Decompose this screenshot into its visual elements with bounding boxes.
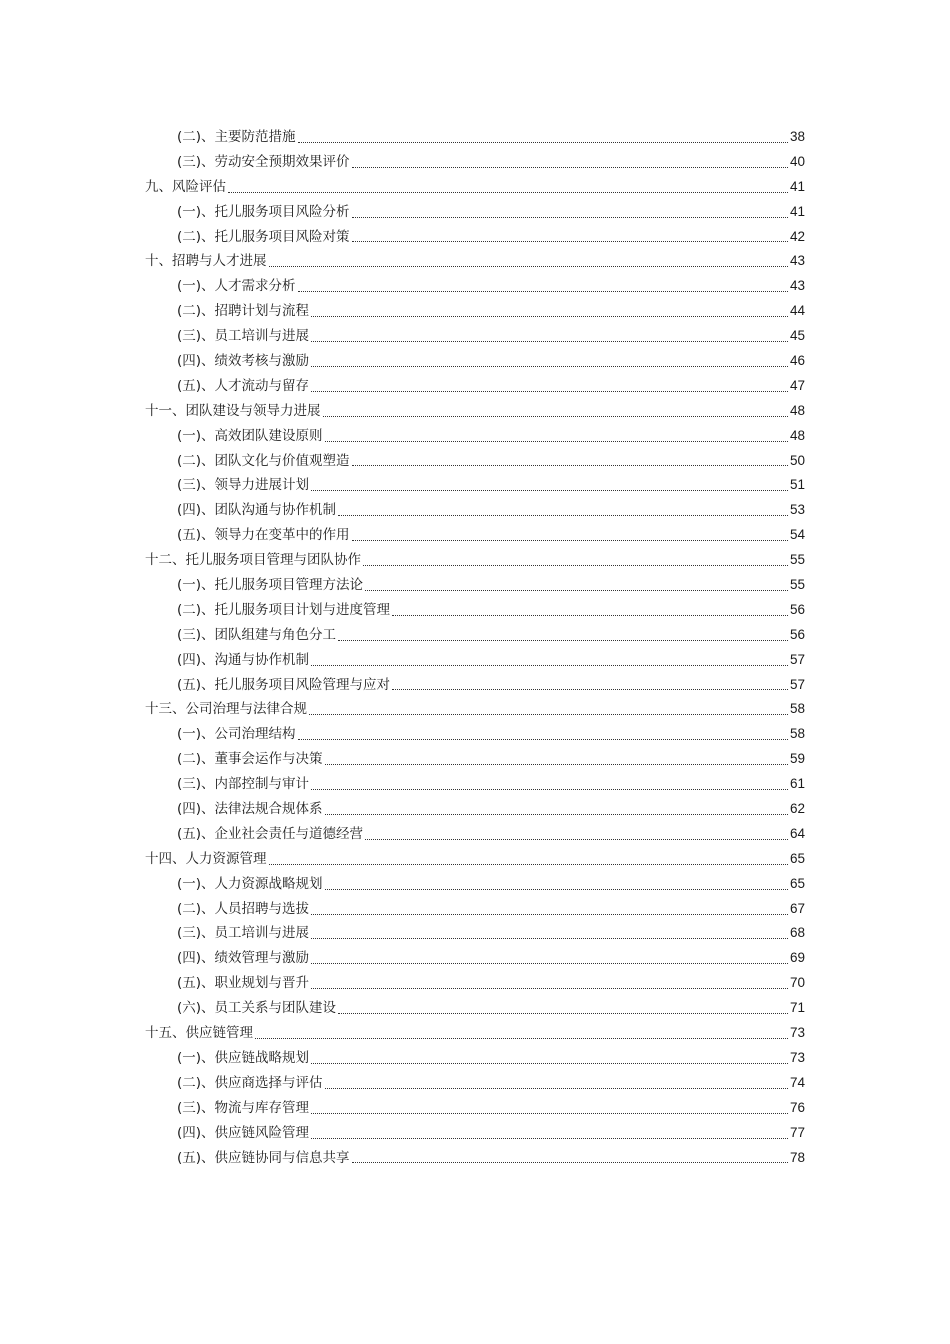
toc-page-number: 78 — [789, 1149, 805, 1165]
toc-entry-title: (一)、高效团队建设原则 — [177, 427, 323, 444]
toc-dot-leader — [363, 565, 788, 566]
toc-dot-leader — [311, 391, 788, 392]
toc-entry-title: (三)、内部控制与审计 — [177, 776, 310, 793]
toc-page-number: 67 — [789, 900, 805, 916]
toc-page-number: 65 — [789, 850, 805, 866]
toc-dot-leader — [298, 142, 788, 143]
toc-page-number: 57 — [789, 651, 805, 667]
toc-page-number: 62 — [789, 801, 805, 817]
toc-page-number: 64 — [789, 825, 805, 841]
toc-entry-title: (二)、团队文化与价值观塑造 — [177, 452, 350, 469]
toc-section-entry[interactable] — [145, 946, 805, 971]
table-of-contents — [145, 125, 805, 1170]
toc-entry-title: (一)、托儿服务项目风险分析 — [177, 203, 350, 220]
toc-section-entry[interactable] — [145, 1146, 805, 1171]
toc-dot-leader — [325, 814, 788, 815]
toc-section-entry[interactable] — [145, 598, 805, 623]
toc-section-entry[interactable] — [145, 125, 805, 150]
toc-dot-leader — [311, 490, 788, 491]
toc-dot-leader — [311, 1063, 788, 1064]
toc-page-number: 56 — [789, 601, 805, 617]
toc-dot-leader — [325, 1088, 788, 1089]
toc-dot-leader — [311, 665, 788, 666]
toc-entry-title: (六)、员工关系与团队建设 — [177, 1000, 337, 1017]
toc-section-entry[interactable] — [145, 996, 805, 1021]
toc-entry-title: 十五、供应链管理 — [145, 1025, 253, 1042]
toc-entry-title: (二)、人员招聘与选拔 — [177, 900, 310, 917]
toc-page-number: 59 — [789, 751, 805, 767]
toc-section-entry[interactable] — [145, 1071, 805, 1096]
toc-section-entry[interactable] — [145, 1046, 805, 1071]
toc-chapter-entry[interactable] — [145, 249, 805, 274]
toc-page-number: 73 — [789, 1025, 805, 1041]
toc-dot-leader — [311, 341, 788, 342]
toc-section-entry[interactable] — [145, 349, 805, 374]
toc-page-number: 41 — [789, 178, 805, 194]
toc-page-number: 58 — [789, 701, 805, 717]
toc-section-entry[interactable] — [145, 573, 805, 598]
toc-page-number: 69 — [789, 950, 805, 966]
toc-page-number: 48 — [789, 402, 805, 418]
toc-page-number: 76 — [789, 1099, 805, 1115]
toc-entry-title: (二)、董事会运作与决策 — [177, 751, 323, 768]
toc-page-number: 50 — [789, 452, 805, 468]
toc-dot-leader — [298, 739, 788, 740]
toc-entry-title: (二)、托儿服务项目风险对策 — [177, 228, 350, 245]
toc-page-number: 38 — [789, 128, 805, 144]
toc-entry-title: 九、风险评估 — [145, 178, 226, 195]
toc-dot-leader — [269, 266, 788, 267]
toc-entry-title: 十三、公司治理与法律合规 — [145, 701, 307, 718]
toc-dot-leader — [338, 1013, 788, 1014]
toc-page-number: 77 — [789, 1124, 805, 1140]
toc-dot-leader — [325, 441, 788, 442]
toc-dot-leader — [311, 988, 788, 989]
toc-page-number: 61 — [789, 776, 805, 792]
toc-chapter-entry[interactable] — [145, 175, 805, 200]
toc-dot-leader — [352, 217, 788, 218]
toc-section-entry[interactable] — [145, 673, 805, 698]
toc-entry-title: (五)、职业规划与晋升 — [177, 975, 310, 992]
toc-section-entry[interactable] — [145, 523, 805, 548]
toc-dot-leader — [392, 689, 788, 690]
toc-dot-leader — [365, 839, 788, 840]
toc-dot-leader — [365, 590, 788, 591]
toc-section-entry[interactable] — [145, 225, 805, 250]
toc-dot-leader — [352, 465, 788, 466]
toc-dot-leader — [298, 291, 788, 292]
toc-dot-leader — [255, 1038, 788, 1039]
toc-entry-title: (一)、公司治理结构 — [177, 726, 296, 743]
toc-entry-title: (五)、托儿服务项目风险管理与应对 — [177, 676, 391, 693]
toc-entry-title: (三)、领导力进展计划 — [177, 477, 310, 494]
toc-entry-title: (四)、沟通与协作机制 — [177, 651, 310, 668]
toc-entry-title: (四)、绩效考核与激励 — [177, 353, 310, 369]
toc-dot-leader — [338, 515, 788, 516]
toc-page-number: 71 — [789, 1000, 805, 1016]
toc-chapter-entry[interactable] — [145, 697, 805, 722]
toc-section-entry[interactable] — [145, 747, 805, 772]
toc-dot-leader — [352, 241, 788, 242]
toc-section-entry[interactable] — [145, 772, 805, 797]
toc-dot-leader — [311, 316, 788, 317]
toc-page-number: 51 — [789, 477, 805, 493]
toc-chapter-entry[interactable] — [145, 1021, 805, 1046]
toc-page-number: 45 — [789, 328, 805, 344]
toc-entry-title: (四)、供应链风险管理 — [177, 1124, 310, 1141]
toc-section-entry[interactable] — [145, 1121, 805, 1146]
toc-entry-title: (三)、劳动安全预期效果评价 — [177, 153, 350, 170]
toc-dot-leader — [392, 615, 788, 616]
toc-entry-title: (一)、托儿服务项目管理方法论 — [177, 577, 364, 594]
toc-section-entry[interactable] — [145, 424, 805, 449]
toc-entry-title: 十四、人力资源管理 — [145, 850, 267, 867]
toc-entry-title: (一)、供应链战略规划 — [177, 1049, 310, 1066]
toc-section-entry[interactable] — [145, 473, 805, 498]
toc-dot-leader — [311, 963, 788, 964]
toc-section-entry[interactable] — [145, 374, 805, 399]
toc-section-entry[interactable] — [145, 822, 805, 847]
toc-section-entry[interactable] — [145, 922, 805, 947]
toc-dot-leader — [311, 1138, 788, 1139]
toc-page-number: 57 — [789, 676, 805, 692]
toc-section-entry[interactable] — [145, 274, 805, 299]
toc-chapter-entry[interactable] — [145, 847, 805, 872]
toc-dot-leader — [325, 889, 788, 890]
toc-entry-title: (四)、法律法规合规体系 — [177, 801, 323, 818]
toc-section-entry[interactable] — [145, 797, 805, 822]
toc-section-entry[interactable] — [145, 200, 805, 225]
toc-page-number: 70 — [789, 975, 805, 991]
toc-dot-leader — [309, 714, 788, 715]
toc-section-entry[interactable] — [145, 971, 805, 996]
toc-page-number: 55 — [789, 577, 805, 593]
toc-dot-leader — [311, 789, 788, 790]
toc-entry-title: (三)、团队组建与角色分工 — [177, 626, 337, 643]
toc-dot-leader — [323, 416, 788, 417]
toc-entry-title: 十一、团队建设与领导力进展 — [145, 402, 321, 419]
toc-page-number: 54 — [789, 527, 805, 543]
toc-entry-title: (三)、物流与库存管理 — [177, 1099, 310, 1116]
toc-page-number: 40 — [789, 153, 805, 169]
toc-entry-title: (五)、企业社会责任与道德经营 — [177, 825, 364, 842]
toc-dot-leader — [311, 366, 788, 367]
toc-page-number: 44 — [789, 303, 805, 319]
toc-section-entry[interactable] — [145, 299, 805, 324]
toc-page-number: 48 — [789, 427, 805, 443]
toc-page-number: 53 — [789, 502, 805, 518]
toc-section-entry[interactable] — [145, 872, 805, 897]
toc-dot-leader — [311, 914, 788, 915]
toc-entry-title: (二)、主要防范措施 — [177, 128, 296, 145]
toc-section-entry[interactable] — [145, 324, 805, 349]
toc-entry-title: (二)、托儿服务项目计划与进度管理 — [177, 601, 391, 618]
toc-dot-leader — [269, 864, 788, 865]
toc-entry-title: 十、招聘与人才进展 — [145, 253, 267, 270]
toc-entry-title: (五)、领导力在变革中的作用 — [177, 527, 350, 544]
toc-entry-title: (四)、绩效管理与激励 — [177, 950, 310, 967]
toc-entry-title: (二)、供应商选择与评估 — [177, 1074, 323, 1091]
toc-entry-title: (三)、员工培训与进展 — [177, 328, 310, 345]
toc-section-entry[interactable] — [145, 722, 805, 747]
toc-page-number: 73 — [789, 1049, 805, 1065]
toc-section-entry[interactable] — [145, 498, 805, 523]
toc-entry-title: (三)、员工培训与进展 — [177, 925, 310, 942]
toc-entry-title: (五)、供应链协同与信息共享 — [177, 1149, 350, 1166]
toc-dot-leader — [352, 167, 788, 168]
toc-section-entry[interactable] — [145, 648, 805, 673]
toc-section-entry[interactable] — [145, 1096, 805, 1121]
toc-section-entry[interactable] — [145, 150, 805, 175]
toc-dot-leader — [311, 1113, 788, 1114]
toc-entry-title: (五)、人才流动与留存 — [177, 377, 310, 394]
toc-page-number: 68 — [789, 925, 805, 941]
toc-page-number: 65 — [789, 875, 805, 891]
toc-page-number: 55 — [789, 552, 805, 568]
toc-dot-leader — [325, 764, 788, 765]
toc-dot-leader — [352, 540, 788, 541]
toc-dot-leader — [228, 192, 788, 193]
toc-page-number: 46 — [789, 353, 805, 368]
toc-entry-title: (二)、招聘计划与流程 — [177, 303, 310, 320]
toc-page-number: 42 — [789, 228, 805, 244]
toc-section-entry[interactable] — [145, 623, 805, 648]
toc-chapter-entry[interactable] — [145, 548, 805, 573]
toc-section-entry[interactable] — [145, 897, 805, 922]
toc-page-number: 41 — [789, 203, 805, 219]
toc-entry-title: 十二、托儿服务项目管理与团队协作 — [145, 552, 361, 569]
toc-page-number: 43 — [789, 253, 805, 269]
toc-page-number: 47 — [789, 377, 805, 393]
toc-section-entry[interactable] — [145, 449, 805, 474]
toc-entry-title: (四)、团队沟通与协作机制 — [177, 502, 337, 519]
toc-page-number: 43 — [789, 278, 805, 294]
toc-entry-title: (一)、人力资源战略规划 — [177, 875, 323, 892]
toc-chapter-entry[interactable] — [145, 399, 805, 424]
toc-page-number: 56 — [789, 626, 805, 642]
toc-entry-title: (一)、人才需求分析 — [177, 278, 296, 295]
toc-dot-leader — [352, 1162, 788, 1163]
toc-dot-leader — [311, 938, 788, 939]
toc-page-number: 58 — [789, 726, 805, 742]
toc-dot-leader — [338, 640, 788, 641]
toc-page-number: 74 — [789, 1074, 805, 1090]
